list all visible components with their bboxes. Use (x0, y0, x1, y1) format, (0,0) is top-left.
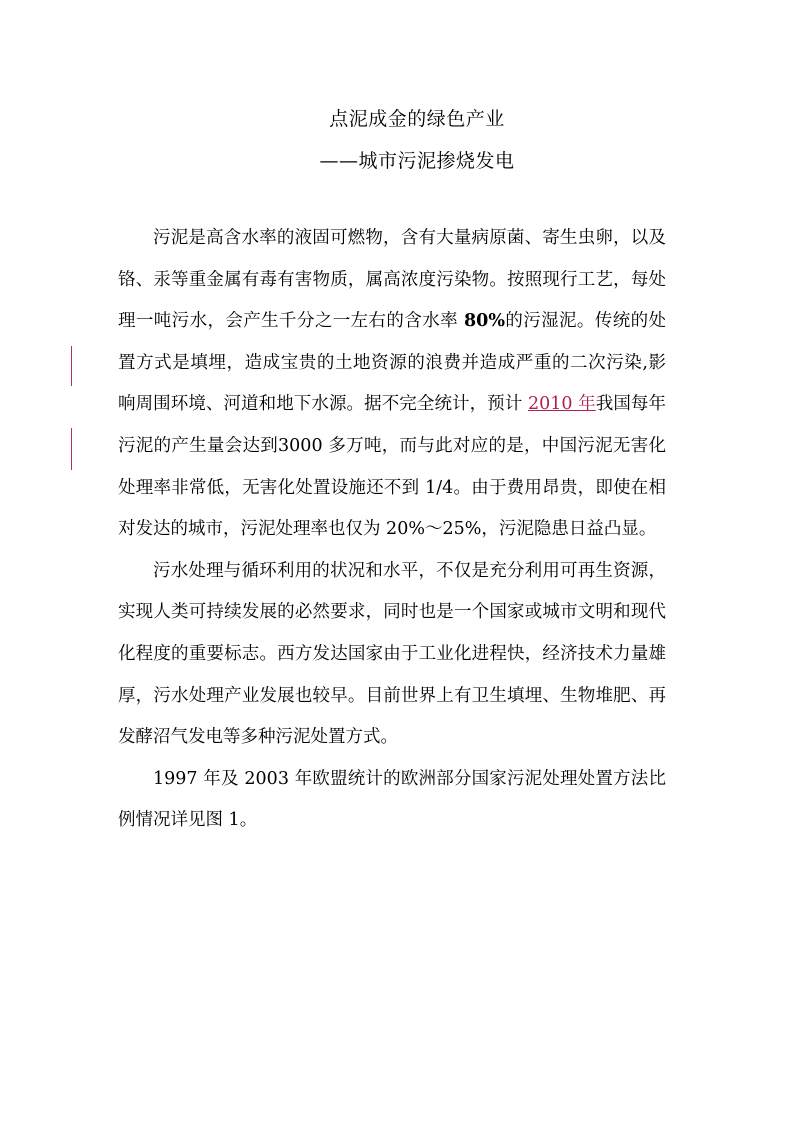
paragraph: 污水处理与循环利用的状况和水平，不仅是充分利用可再生资源，实现人类可持续发展的必然要求，同时也是一个国家或城市文明和现代化程度的重要标志。西方发达国家由于工业化进程快，经济技术力量雄厚，污水处理产业发展也较早。目前世界上有卫生填埋、生物堆肥、再发酵沼气发电等多种污泥处置方式。 (118, 560, 666, 748)
revision-highlight: 2010 年 (528, 394, 596, 415)
document-body (118, 218, 666, 842)
paragraph-text: 污泥是高含水率的液固可燃物，含有大量病原菌、寄生虫卵，以及铬、汞等重金属有毒有害物质，属高浓度污染物。按照现行工艺，每处理一吨污水，会产生千分之一左右的含水率 (118, 228, 666, 332)
revision-bar (71, 346, 72, 386)
paragraph (118, 218, 666, 551)
paragraph-text: 的污湿泥。传统的处置方式是填埋，造成宝贵的土地资源 (118, 311, 667, 373)
revision-bar (71, 428, 72, 470)
page-title: 点泥成金的绿色产业 (329, 108, 505, 130)
paragraph-text: 我国每年污泥的产生量会达到3000 多万吨，而与此对应的是，中国污泥无害化处理率非常低，无害化处置设施还不到 1/4。由于费用昂贵，即使在相对发达的城市，污泥处理率也仅为 20%～25%，污泥隐患日益凸显。 (118, 394, 667, 540)
paragraph: 1997 年及 2003 年欧盟统计的欧洲部分国家污泥处理处置方法比例情况详见图 1。 (118, 768, 666, 831)
paragraph-text: 的浪费并造成严重的二次污染,影响周围环境、河道和地下水源。据不完全统计，预计 (118, 352, 667, 415)
moisture-rate: 80% (463, 311, 505, 332)
page-subtitle: ——城市污泥掺烧发电 (319, 150, 515, 172)
